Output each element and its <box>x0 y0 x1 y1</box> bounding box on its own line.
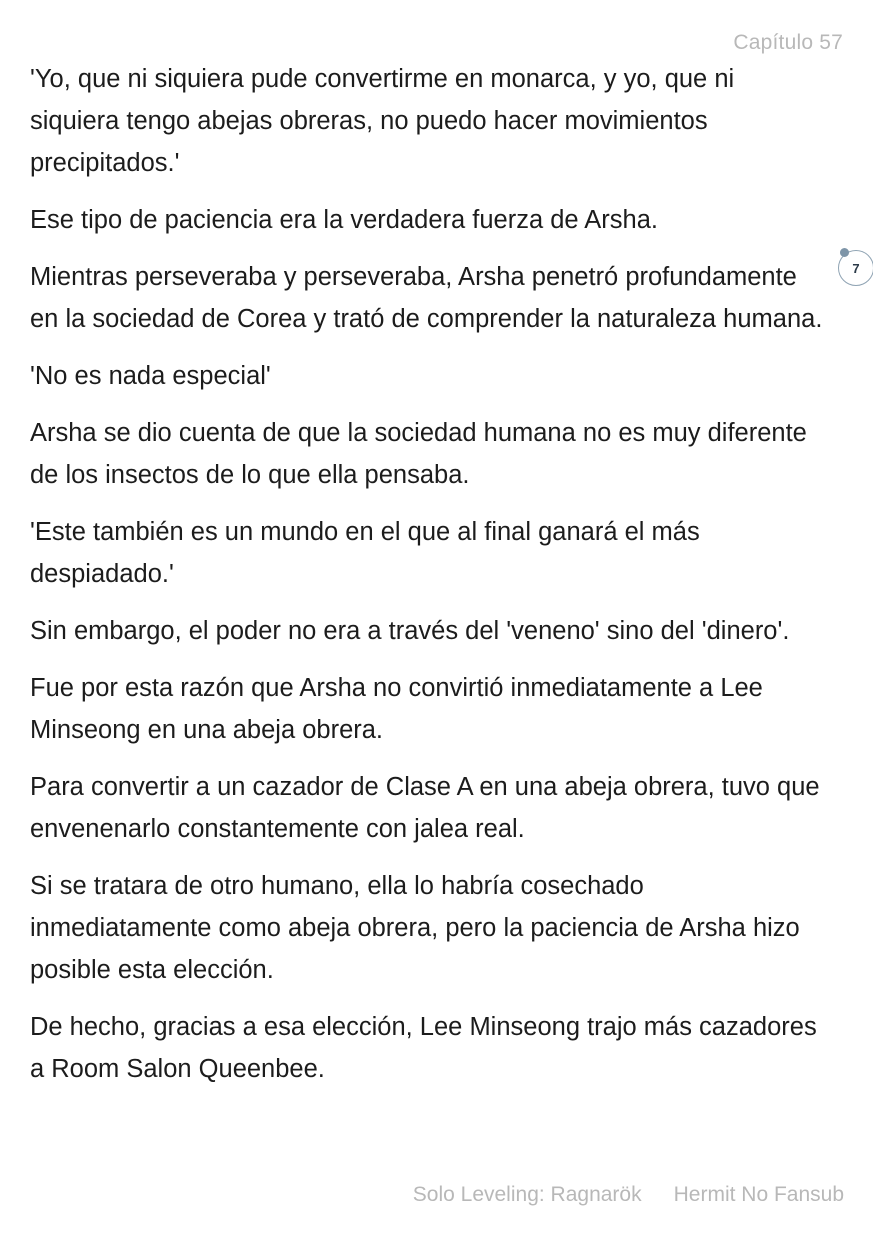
chapter-text <box>30 58 830 1105</box>
paragraph: Sin embargo, el poder no era a través del 'veneno' sino del 'dinero'. <box>30 617 790 645</box>
paragraph: Si se tratara de otro humano, ella lo habría cosechado inmediatamente como abeja obrera, pero la paciencia de Arsha hizo posible esta elección. <box>30 872 800 984</box>
paragraph: Arsha se dio cuenta de que la sociedad humana no es muy diferente de los insectos de lo que ella pensaba. <box>30 419 807 489</box>
comment-bubble-icon <box>840 248 849 257</box>
paragraph-comment-button[interactable] <box>838 250 873 286</box>
paragraph: Para convertir a un cazador de Clase A en una abeja obrera, tuvo que envenenarlo constantemente con jalea real. <box>30 773 820 843</box>
book-title: Solo Leveling: Ragnarök <box>412 1183 642 1206</box>
paragraph: Ese tipo de paciencia era la verdadera fuerza de Arsha. <box>30 206 658 234</box>
translator-credit: Hermit No Fansub <box>673 1183 844 1206</box>
paragraph: Fue por esta razón que Arsha no convirtió inmediatamente a Lee Minseong en una abeja obrera. <box>30 674 763 744</box>
paragraph: 'No es nada especial' <box>30 362 271 390</box>
paragraph: De hecho, gracias a esa elección, Lee Minseong trajo más cazadores a Room Salon Queenbee. <box>30 1013 817 1083</box>
comment-count: 7 <box>852 260 860 276</box>
paragraph: Mientras perseveraba y perseveraba, Arsha penetró profundamente en la sociedad de Corea y trató de comprender la naturaleza humana. <box>30 263 823 333</box>
footer <box>413 1183 844 1207</box>
paragraph: 'Este también es un mundo en el que al final ganará el más despiadado.' <box>30 518 700 588</box>
chapter-label: Capítulo 57 <box>733 31 843 54</box>
paragraph: 'Yo, que ni siquiera pude convertirme en monarca, y yo, que ni siquiera tengo abejas obreras, no puedo hacer movimientos precipitados.' <box>30 65 735 177</box>
